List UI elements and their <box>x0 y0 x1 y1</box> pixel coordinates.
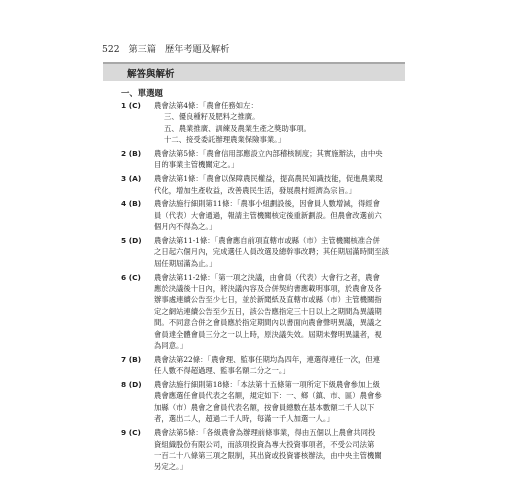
answer-text-line: 農會法施行細則第11條：「農事小組劃設後，因會員人數增減，得經會 <box>154 199 380 209</box>
answer-text-line: 會員達全體會員三分之一以上時，原決議失效。屆期未聲明異議者，視 <box>154 329 382 339</box>
answer-text-line: 屆任期屆滿為止。」 <box>154 258 217 268</box>
answer-text-line: 農會應選任會員代表之名額，規定如下：一、鄉（鎮、市、區）農會參 <box>154 391 382 401</box>
answer-text-line: 為同意。」 <box>154 341 188 351</box>
answer-text-line: 農會法第1條：「農會以保障農民權益，提高農民知識技能，促進農業現 <box>154 174 383 184</box>
answer-key: 5 (D) <box>121 236 142 246</box>
answer-text-line: 任人數不得超過理、監事名額二分之一。」 <box>154 366 290 376</box>
answer-text-line: 代化，增加生產收益，改善農民生活，發展農村經濟為宗旨。」 <box>154 185 356 195</box>
answer-key: 2 (B) <box>121 149 142 159</box>
answer-text-line: 農會法第11-2條：「第一項之決議，由會員（代表）大會行之者，農會 <box>154 272 380 282</box>
answer-text-line: 應於決議後十日內，將決議內容及合併契約書應載明事項，於農會及各 <box>154 284 382 294</box>
answer-key: 3 (A) <box>121 174 142 184</box>
answer-item <box>121 198 421 232</box>
header-title: 歷年考題及解析 <box>164 44 230 55</box>
subsection-title: 一、單選題 <box>121 88 163 98</box>
answer-key: 1 (C) <box>121 101 141 110</box>
answer-text-line: 者，選出二人，超過二千人時，每滿一千人加選一人。」 <box>154 414 334 424</box>
answer-key: 6 (C) <box>121 272 141 282</box>
answer-text-line: 農會法第11-1條：「農會應自前項直轄市或縣（市）主管機關核准合併 <box>154 236 380 246</box>
section-title: 解答與解析 <box>127 69 175 80</box>
answer-text-line: 定之網站連續公告至少五日，該公告應指定三十日以上之期間為異議期 <box>154 306 382 316</box>
header-part: 第三篇 <box>128 44 157 55</box>
section-title-bar <box>103 62 405 81</box>
answer-text-line: 間。不同意合併之會員應於指定期間內以書面向農會聲明異議，異議之 <box>154 318 382 328</box>
answer-text-line: 農會法第22條：「農會理、監事任期均為四年，連選得連任一次，但連 <box>154 354 380 364</box>
answer-key: 9 (C) <box>121 428 141 438</box>
page-header <box>102 41 229 55</box>
answer-text-line: 另定之。」 <box>154 462 188 472</box>
answer-subitem: 三、優良種籽及肥料之推廣。 <box>164 112 260 122</box>
answer-text-line: 農會法第4條：「農會任務如左： <box>154 101 258 110</box>
answer-text-line: 農會法第5條：「農會信用部應設立內部稽核制度；其實施辦法，由中央 <box>154 149 383 159</box>
answer-item <box>121 354 421 377</box>
answer-text-line: 目的事業主管機關定之。」 <box>154 160 239 170</box>
answer-key: 4 (B) <box>121 199 142 209</box>
answer-item <box>121 148 421 171</box>
answer-subitem: 五、農業推廣、訓練及農業生產之獎助事項。 <box>164 123 311 133</box>
answer-text-line: 辦事處連續公告至少七日，並於新聞紙及直轄市或縣（市）主管機關指 <box>154 295 382 305</box>
answer-text-line: 加縣（市）農會之會員代表名額，按會員總數在基本數額二千人以下 <box>154 402 375 412</box>
answer-subitem: 十二、接受委託辦理農業保險事業。」 <box>164 135 286 145</box>
answer-list <box>121 100 421 475</box>
answer-key: 7 (B) <box>121 354 142 364</box>
answer-key: 8 (D) <box>121 380 142 390</box>
answer-text-line: 之日起六個月內，完成選任人員改選及總幹事改聘；其任期屆滿時間至該 <box>154 247 390 257</box>
answer-text-line: 農會法第5條：「各級農會為辦理前條事業，得由五個以上農會共同投 <box>154 428 376 438</box>
answer-text-line: 個月內不得為之。」 <box>154 222 217 232</box>
answer-item <box>121 272 421 352</box>
answer-text-line: 資組織股份有限公司，而該項投資為專大投資事項者，不受公司法第 <box>154 439 375 449</box>
answer-item <box>121 173 421 196</box>
answer-text-line: 員（代表）大會通過，報請主管機關核定後重新劃設。但農會改選前六 <box>154 210 382 220</box>
answer-text-line: 一百二十八條第三項之限制，其出資或投資審核辦法，由中央主管機關 <box>154 450 382 460</box>
answer-item <box>121 427 421 473</box>
page-number: 522 <box>102 44 120 55</box>
answer-item <box>121 235 421 269</box>
answer-text-line: 農會法施行細則第18條：「本法第十五條第一項所定下級農會參加上級 <box>154 380 380 390</box>
answer-item <box>121 100 421 146</box>
answer-item <box>121 379 421 425</box>
